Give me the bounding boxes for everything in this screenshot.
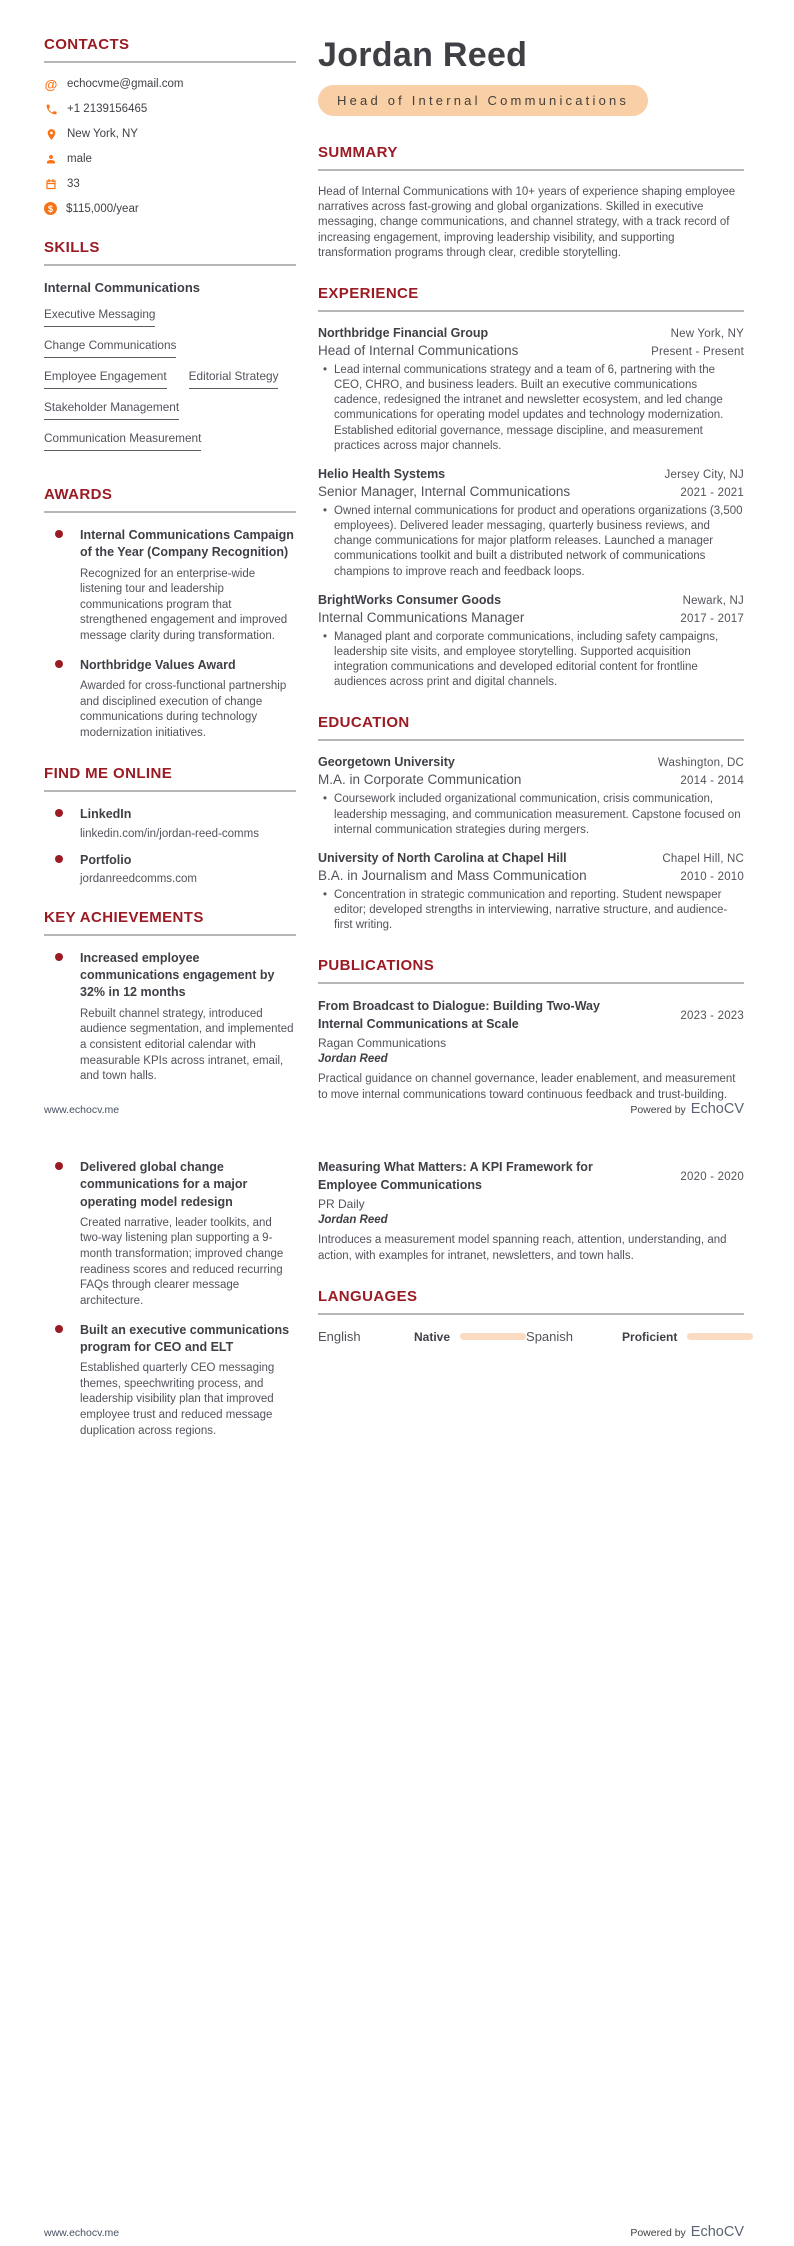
contact-location-text: New York, NY <box>67 128 138 140</box>
language-proficiency-bar <box>687 1333 753 1340</box>
language-level: Native <box>414 1329 451 1344</box>
education-bullet-text: Coursework included organizational communication, crisis communication, leadership messaging, and communication measurement. Capstone focused on internal communication strategies during mergers. <box>334 793 741 836</box>
skills-section <box>44 239 296 462</box>
achievement-item <box>44 950 296 1085</box>
awards-section <box>44 486 296 741</box>
education-heading: EDUCATION <box>318 714 410 732</box>
bullet-icon <box>323 888 327 934</box>
bullet-icon <box>323 363 327 454</box>
section-divider <box>318 982 744 984</box>
online-profile-item <box>44 852 296 885</box>
experience-company: Northbridge Financial Group <box>318 325 489 340</box>
achievement-title: Increased employee communications engagement by 32% in 12 months <box>80 950 275 1000</box>
education-location: Chapel Hill, NC <box>662 852 744 865</box>
bullet-dot-icon <box>55 1162 63 1170</box>
section-divider <box>44 511 296 513</box>
find-me-online-heading: FIND ME ONLINE <box>44 765 173 783</box>
experience-heading: EXPERIENCE <box>318 284 419 302</box>
phone-icon <box>44 102 58 116</box>
key-achievements-continued <box>44 1159 296 1439</box>
language-level: Proficient <box>622 1329 678 1344</box>
experience-bullet-text: Managed plant and corporate communications, including safety campaigns, leadership site visits, and employee storytelling. Supported acquisition integration communications and developed editorial content for frontline audiences across print and digital channels. <box>334 630 719 689</box>
award-title: Internal Communications Campaign of the Year (Company Recognition) <box>80 528 294 560</box>
education-entry <box>318 851 744 934</box>
awards-heading: AWARDS <box>44 486 113 503</box>
skill-item: Communication Measurement <box>44 431 201 451</box>
bullet-icon <box>323 504 327 580</box>
at-icon <box>44 77 58 91</box>
contacts-section <box>44 36 296 215</box>
experience-bullet <box>318 363 744 454</box>
main-column <box>318 1159 744 1451</box>
skill-list <box>44 307 296 462</box>
experience-entry <box>318 593 744 691</box>
publication-author: Jordan Reed <box>318 1214 388 1226</box>
experience-location: New York, NY <box>670 327 744 340</box>
experience-title: Internal Communications Manager <box>318 609 525 625</box>
find-me-online-section <box>44 765 296 885</box>
section-divider <box>318 1313 744 1315</box>
publication-title: Measuring What Matters: A KPI Framework for Employee Communications <box>318 1160 593 1192</box>
language-item <box>318 1329 526 1344</box>
experience-title: Head of Internal Communications <box>318 342 519 358</box>
publication-organization: Ragan Communications <box>318 1036 447 1051</box>
contact-gender <box>44 152 296 166</box>
contact-age <box>44 177 296 191</box>
section-divider <box>318 739 744 741</box>
experience-dates: 2017 - 2017 <box>680 612 744 625</box>
bullet-dot-icon <box>55 660 63 668</box>
language-item <box>526 1329 753 1344</box>
language-name: Spanish <box>526 1329 574 1345</box>
bullet-icon <box>323 792 327 838</box>
award-item <box>44 657 296 742</box>
education-dates: 2014 - 2014 <box>680 775 744 788</box>
languages-section <box>318 1288 744 1344</box>
main-column <box>318 36 744 1118</box>
language-name: English <box>318 1329 361 1345</box>
achievement-description: Established quarterly CEO messaging themes, speechwriting process, and leadership visibility plan that improved employee trust and reduced message duplication across regions. <box>80 1362 275 1437</box>
online-profile-item <box>44 806 296 839</box>
experience-dates: Present - Present <box>651 345 744 358</box>
online-profile-url[interactable]: linkedin.com/in/jordan-reed-comms <box>80 827 259 840</box>
publications-section <box>318 957 744 1103</box>
candidate-name: Jordan Reed <box>318 36 528 74</box>
experience-bullet <box>318 504 744 580</box>
education-school: Georgetown University <box>318 755 455 770</box>
online-profile-label: Portfolio <box>80 852 132 867</box>
contacts-heading: CONTACTS <box>44 36 130 53</box>
summary-text: Head of Internal Communications with 10+ years of experience shaping employee narratives across fast-growing and global organizations. Skilled in executive messaging, change communications, and channel strategy, with a track record of increasing engagement, improving leadership visibility, and supporting transformation programs through clear, credible storytelling. <box>318 186 736 259</box>
bullet-dot-icon <box>55 530 63 538</box>
achievement-description: Rebuilt channel strategy, introduced audience segmentation, and implemented a consistent editorial calendar with measurable KPIs across intranet, email, and town halls. <box>80 1007 294 1083</box>
publication-description: Practical guidance on channel governance, leader enablement, and measurement to move internal communications toward continuous feedback and trust-building. <box>318 1073 736 1102</box>
languages-heading: LANGUAGES <box>318 1288 418 1306</box>
publication-title: From Broadcast to Dialogue: Building Two-Way Internal Communications at Scale <box>318 999 600 1031</box>
publication-author: Jordan Reed <box>318 1053 388 1066</box>
publications-continued <box>318 1159 744 1264</box>
education-section <box>318 714 744 933</box>
experience-bullet <box>318 630 744 691</box>
resume-page-2 <box>0 1123 794 2246</box>
footer-site-link[interactable]: www.echocv.me <box>44 1104 120 1116</box>
achievement-item <box>44 1322 296 1440</box>
publication-entry <box>318 998 744 1103</box>
skill-item: Editorial Strategy <box>189 369 279 389</box>
education-bullet <box>318 888 744 934</box>
calendar-icon <box>44 177 58 191</box>
language-list <box>318 1329 744 1344</box>
experience-title: Senior Manager, Internal Communications <box>318 483 571 499</box>
experience-location: Newark, NJ <box>682 594 744 607</box>
person-icon <box>44 152 58 166</box>
footer-powered-label: Powered by <box>630 2227 686 2239</box>
skill-item: Employee Engagement <box>44 369 167 389</box>
publication-organization: PR Daily <box>318 1197 365 1211</box>
online-profile-url[interactable]: jordanreedcomms.com <box>80 872 197 885</box>
experience-entry <box>318 326 744 454</box>
experience-entry <box>318 467 744 580</box>
contact-phone-text: +1 2139156465 <box>67 103 148 115</box>
education-dates: 2010 - 2010 <box>680 870 744 883</box>
resume-header <box>318 36 744 116</box>
experience-bullet-text: Lead internal communications strategy and a team of 6, partnering with the CEO, CHRO, and business leaders. Built an executive communications cadence, redesigned the intranet and newsletter ecosystem, and led change communications for operating model updates and technology modernization. Established editorial governance, message discipline, and measurement practices across major channels. <box>334 363 724 452</box>
publication-description: Introduces a measurement model spanning reach, attention, understanding, and action, with examples for intranet, newsletters, and town halls. <box>318 1234 727 1262</box>
contact-phone[interactable] <box>44 102 296 116</box>
education-bullet <box>318 792 744 838</box>
education-location: Washington, DC <box>657 757 744 770</box>
key-achievements-section <box>44 909 296 1085</box>
bullet-icon <box>323 630 327 691</box>
online-profile-label: LinkedIn <box>80 807 132 822</box>
footer-brand-link[interactable]: EchoCV <box>690 2224 744 2240</box>
experience-location: Jersey City, NJ <box>664 468 744 481</box>
page-footer <box>44 2224 744 2240</box>
award-title: Northbridge Values Award <box>80 657 236 672</box>
education-degree: B.A. in Journalism and Mass Communication <box>318 867 587 883</box>
skills-heading: SKILLS <box>44 239 100 256</box>
summary-heading: SUMMARY <box>318 144 398 161</box>
achievement-description: Created narrative, leader toolkits, and two-way listening plan supporting a 9-month transformation; improved change readiness scores and reduced recurring FAQs through clearer message architecture. <box>80 1216 284 1307</box>
award-item <box>44 527 296 645</box>
contact-age-text: 33 <box>67 178 80 190</box>
award-description: Awarded for cross-functional partnership and disciplined execution of change communications during technology modernization initiatives. <box>80 679 287 739</box>
role-badge: Head of Internal Communications <box>318 85 648 116</box>
award-description: Recognized for an enterprise-wide listening tour and leadership communications program that strengthened engagement and improved message clarity during transformation. <box>80 567 288 642</box>
skill-item: Executive Messaging <box>44 307 155 327</box>
section-divider <box>44 61 296 63</box>
bullet-dot-icon <box>55 953 63 961</box>
dollar-icon <box>44 202 57 215</box>
education-school: University of North Carolina at Chapel Hill <box>318 850 567 865</box>
bullet-dot-icon <box>55 855 63 863</box>
section-divider <box>318 310 744 312</box>
bullet-dot-icon <box>55 809 63 817</box>
education-degree: M.A. in Corporate Communication <box>318 772 522 788</box>
education-entry <box>318 755 744 838</box>
contact-location <box>44 127 296 141</box>
summary-section <box>318 144 744 261</box>
achievement-item <box>44 1159 296 1310</box>
contact-salary-text: $115,000/year <box>66 202 139 215</box>
achievement-title: Delivered global change communications for a major operating model redesign <box>80 1160 248 1209</box>
bullet-dot-icon <box>55 1325 63 1333</box>
location-pin-icon <box>44 127 58 141</box>
section-divider <box>44 790 296 792</box>
skill-primary: Internal Communications <box>44 280 201 295</box>
publications-heading: PUBLICATIONS <box>318 957 435 975</box>
publication-dates: 2020 - 2020 <box>680 1170 744 1183</box>
skill-item: Stakeholder Management <box>44 400 179 420</box>
experience-company: BrightWorks Consumer Goods <box>318 592 502 607</box>
sidebar-column <box>44 36 296 1118</box>
contact-email[interactable] <box>44 77 296 91</box>
footer-brand-link[interactable]: EchoCV <box>690 1101 744 1117</box>
experience-dates: 2021 - 2021 <box>680 486 744 499</box>
section-divider <box>44 934 296 936</box>
key-achievements-heading: KEY ACHIEVEMENTS <box>44 908 204 926</box>
achievement-title: Built an executive communications program for CEO and ELT <box>80 1322 290 1354</box>
sidebar-column <box>44 1159 296 1451</box>
contact-salary <box>44 202 296 215</box>
experience-section <box>318 285 744 691</box>
publication-dates: 2023 - 2023 <box>680 1009 744 1022</box>
footer-site-link[interactable]: www.echocv.me <box>44 2227 120 2239</box>
publication-entry <box>318 1159 744 1264</box>
section-divider <box>44 264 296 266</box>
contact-email-text: echocvme@gmail.com <box>67 78 184 90</box>
experience-company: Helio Health Systems <box>318 466 446 481</box>
section-divider <box>318 169 744 171</box>
experience-bullet-text: Owned internal communications for product and operations organizations (3,500 employees). Delivered leader messaging, quarterly business reviews, and change communications for major platform releases. Launched a manager communications toolkit and built a distributed network of communications champions to improve reach and feedback loops. <box>334 504 743 578</box>
page-footer <box>44 1101 744 1117</box>
skill-item: Change Communications <box>44 338 176 358</box>
contact-gender-text: male <box>67 153 92 165</box>
language-proficiency-bar <box>460 1333 526 1340</box>
education-bullet-text: Concentration in strategic communication and reporting. Student newspaper editor; developed strengths in interviewing, narrative structure, and audience-first writing. <box>334 888 728 932</box>
footer-powered-label: Powered by <box>630 1104 686 1116</box>
